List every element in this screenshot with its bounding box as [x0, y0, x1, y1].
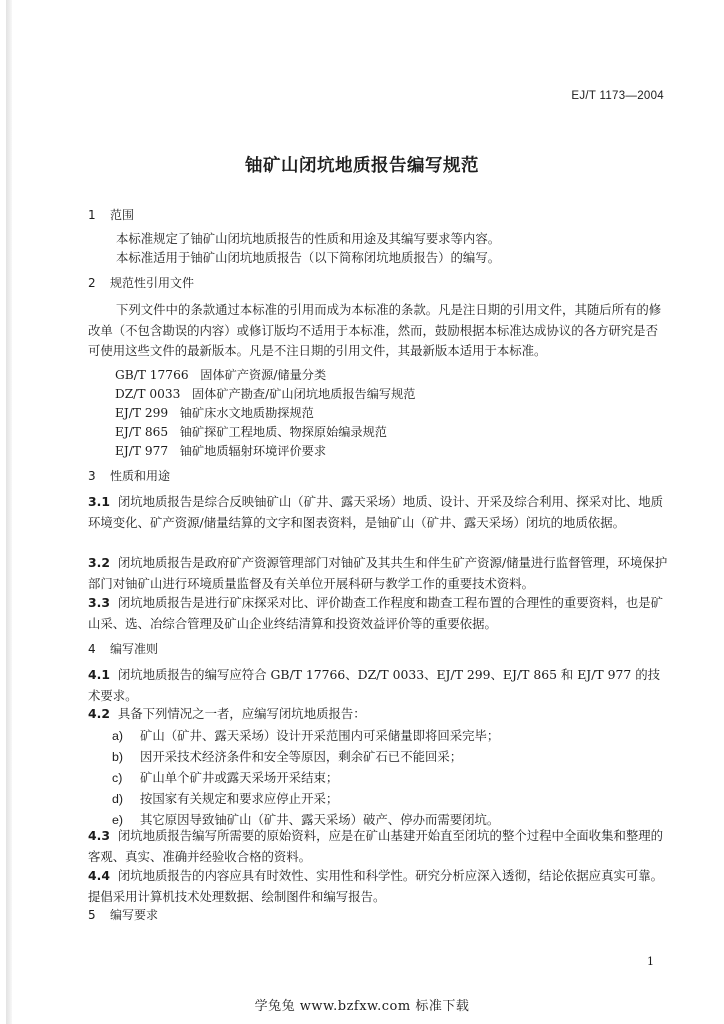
- section-number: 2: [88, 276, 96, 290]
- list-label: b): [112, 750, 124, 764]
- clause-text: 闭坑地质报告是综合反映铀矿山（矿井、露天采场）地质、设计、开采及综合利用、探采对比、地质环境变化、矿产资源/储量结算的文字和图表资料，是铀矿山（矿井、露天采场）闭坑的地质依据。: [88, 494, 664, 530]
- section-4-heading: [88, 640, 158, 657]
- document-title: 铀矿山闭坑地质报告编写规范: [245, 156, 479, 176]
- clause-text: 闭坑地质报告的内容应具有时效性、实用性和科学性。研究分析应深入透彻，结论依据应真实可靠。提倡采用计算机技术处理数据、绘制图件和编写报告。: [88, 868, 664, 904]
- section-title: 范围: [110, 208, 135, 222]
- section-number: 3: [88, 469, 96, 483]
- clause-text: 闭坑地质报告的编写应符合 GB/T 17766、DZ/T 0033、EJ/T 299、EJ/T 865 和 EJ/T 977 的技术要求。: [88, 667, 661, 703]
- clause-number: 3.2: [88, 555, 110, 570]
- clause-text: 闭坑地质报告是进行矿床探采对比、评价勘查工作程度和勘查工程布置的合理性的重要资料，也是矿山采、选、冶综合管理及矿山企业终结清算和投资效益评价等的重要依据。: [88, 595, 664, 631]
- clause-text: 闭坑地质报告是政府矿产资源管理部门对铀矿及其共生和伴生矿产资源/储量进行监督管理，环境保护部门对铀矿山进行环境质量监督及有关单位开展科研与教学工作的重要技术资料。: [88, 555, 668, 591]
- section-number: 1: [88, 208, 96, 222]
- reference-item: [115, 385, 415, 402]
- clause-number: 4.4: [88, 868, 110, 883]
- section-title: 规范性引用文件: [110, 276, 195, 290]
- section-1-heading: [88, 206, 134, 223]
- reference-name: 铀矿地质辐射环境评价要求: [179, 444, 327, 458]
- list-item: [112, 768, 338, 786]
- clause-number: 4.3: [88, 828, 110, 843]
- list-text: 因开采技术经济条件和安全等原因，剩余矿石已不能回采；: [140, 749, 463, 764]
- reference-item: [115, 404, 314, 421]
- reference-code: GB/T 17766: [115, 368, 189, 382]
- clause-number: 4.2: [88, 706, 110, 721]
- list-text: 按国家有关规定和要求应停止开采；: [140, 791, 339, 806]
- list-text: 其它原因导致铀矿山（矿井、露天采场）破产、停办而需要闭坑。: [140, 812, 500, 827]
- clause-text: 闭坑地质报告编写所需要的原始资料，应是在矿山基建开始直至闭坑的整个过程中全面收集和整理的客观、真实、准确并经验收合格的资料。: [88, 828, 664, 864]
- reference-code: EJ/T 865: [115, 425, 169, 439]
- reference-name: 铀矿床水文地质勘探规范: [179, 406, 314, 420]
- reference-item: [115, 442, 326, 459]
- clause-3-2: [88, 553, 670, 594]
- list-item: [112, 726, 499, 744]
- reference-code: DZ/T 0033: [115, 387, 181, 401]
- list-label: d): [112, 792, 124, 806]
- section-title: 编写准则: [110, 642, 159, 656]
- list-item: [112, 789, 338, 807]
- reference-code: EJ/T 977: [115, 444, 169, 458]
- clause-3-1: [88, 492, 670, 533]
- clause-4-2: [88, 704, 670, 725]
- clause-number: 4.1: [88, 667, 110, 682]
- reference-name: 固体矿产资源/储量分类: [200, 368, 327, 382]
- reference-name: 铀矿探矿工程地质、物探原始编录规范: [179, 425, 387, 439]
- section-number: 4: [88, 642, 96, 656]
- clause-number: 3.3: [88, 595, 110, 610]
- list-label: c): [112, 771, 123, 785]
- reference-name: 固体矿产勘查/矿山闭坑地质报告编写规范: [192, 387, 416, 401]
- section-3-heading: [88, 467, 170, 484]
- reference-item: [115, 423, 387, 440]
- clause-4-3: [88, 826, 670, 867]
- clause-number: 3.1: [88, 494, 110, 509]
- list-text: 矿山单个矿井或露天采场开采结束；: [140, 770, 339, 785]
- standard-number: EJ/T 1173—2004: [571, 90, 664, 102]
- clause-text: 具备下列情况之一者，应编写闭坑地质报告：: [117, 706, 366, 721]
- paragraph: 本标准规定了铀矿山闭坑地质报告的性质和用途及其编写要求等内容。: [116, 231, 501, 246]
- list-label: e): [112, 813, 124, 827]
- footer-watermark: 学兔兔 www.bzfxw.com 标准下载: [254, 999, 470, 1014]
- list-item: [112, 747, 462, 765]
- section-title: 编写要求: [110, 908, 159, 922]
- clause-4-1: [88, 665, 670, 706]
- section-2-heading: [88, 274, 194, 291]
- list-label: a): [112, 729, 124, 743]
- section-5-heading: [88, 906, 158, 923]
- reference-code: EJ/T 299: [115, 406, 169, 420]
- reference-item: [115, 366, 326, 383]
- paragraph: 下列文件中的条款通过本标准的引用而成为本标准的条款。凡是注日期的引用文件，其随后所有的修改单（不包含勘误的内容）或修订版均不适用于本标准，然而，鼓励根据本标准达成协议的各方研究是否可使用这些文件的最新版本。凡是不注日期的引用文件，其最新版本适用于本标准。: [88, 302, 662, 358]
- page-number: 1: [647, 955, 654, 968]
- paragraph: 本标准适用于铀矿山闭坑地质报告（以下简称闭坑地质报告）的编写。: [116, 250, 501, 265]
- section-title: 性质和用途: [110, 469, 171, 483]
- clause-4-4: [88, 866, 670, 907]
- section-number: 5: [88, 908, 96, 922]
- list-text: 矿山（矿井、露天采场）设计开采范围内可采储量即将回采完毕；: [140, 728, 500, 743]
- clause-3-3: [88, 593, 670, 634]
